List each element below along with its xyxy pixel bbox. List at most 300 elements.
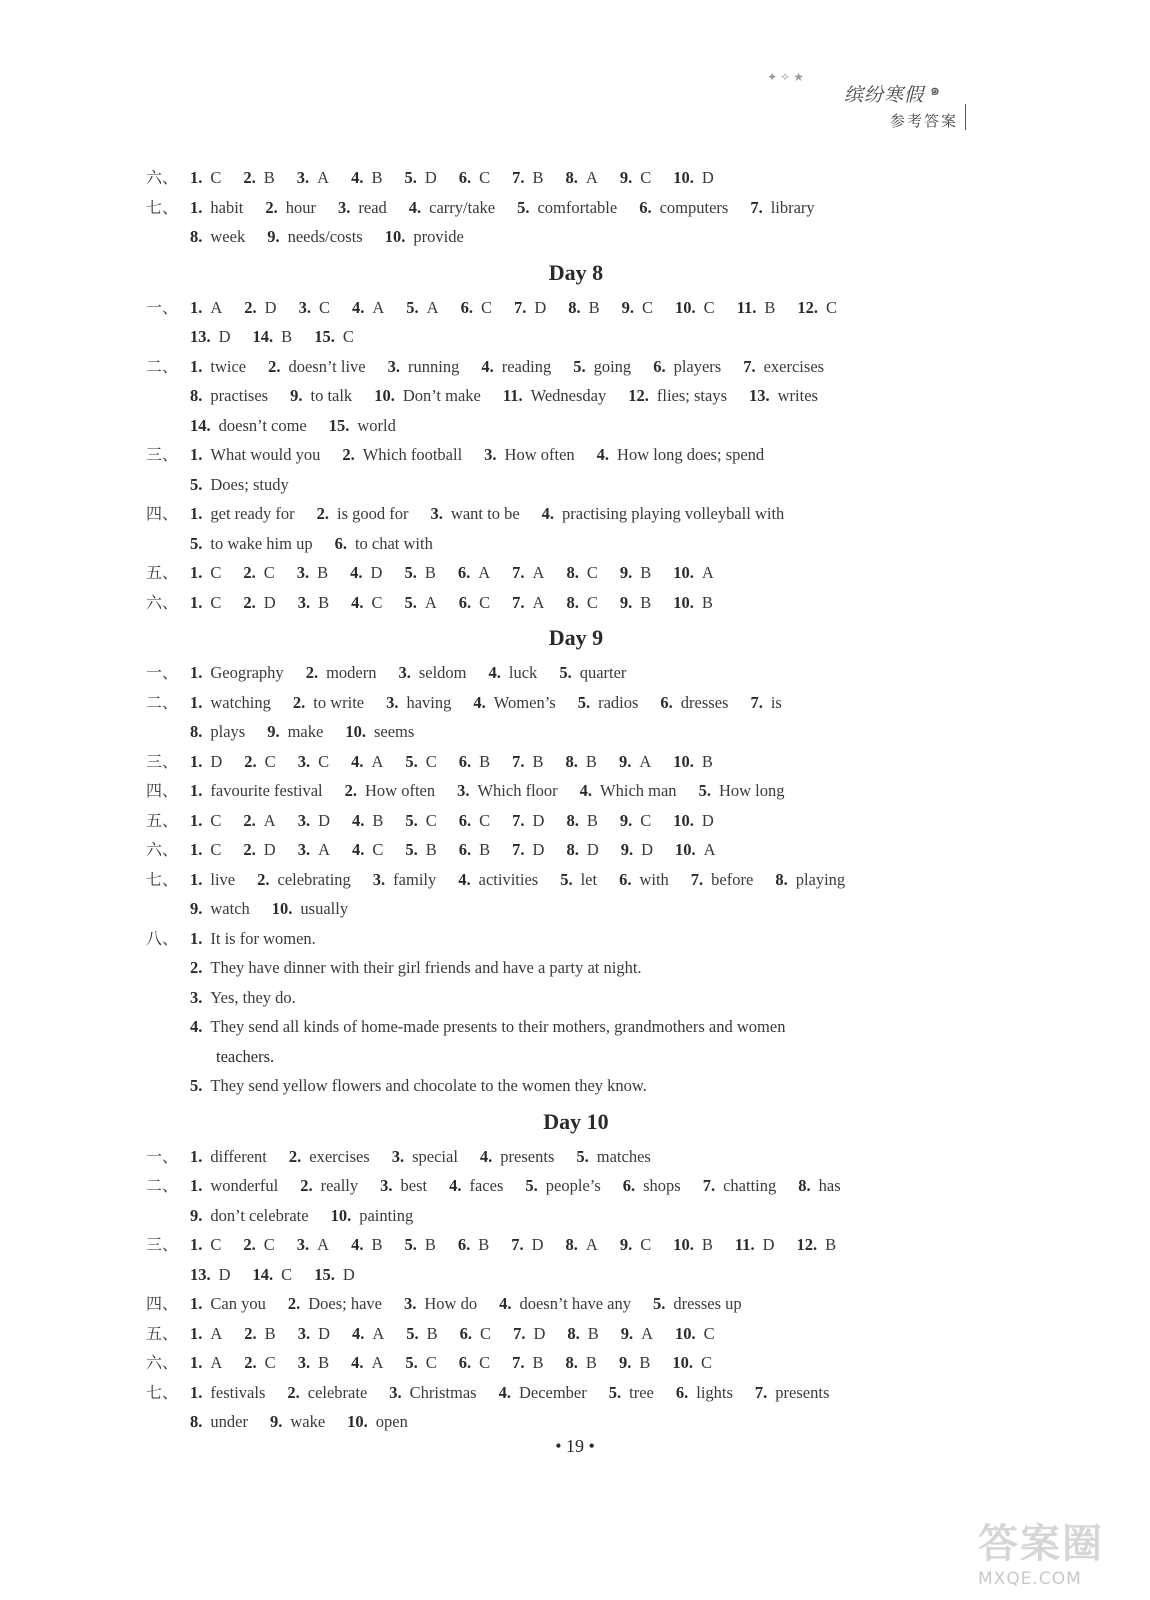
item-number: 5. [406, 1323, 419, 1343]
answer-item [306, 658, 377, 688]
item-answer: Women’s [493, 692, 556, 712]
item-answer: A [585, 1235, 598, 1254]
item-number: 7. [754, 1382, 768, 1402]
item-number: 7. [513, 1323, 526, 1343]
item-answer: C [479, 168, 491, 187]
item-number: 3. [297, 592, 311, 612]
section-label: 二、 [146, 692, 179, 712]
item-answer: C [479, 592, 491, 612]
item-answer: matches [596, 1146, 651, 1166]
item-number: 10. [673, 1235, 694, 1254]
answer-item [190, 806, 221, 836]
section-label: 五、 [146, 563, 179, 582]
item-number: 8. [775, 869, 788, 889]
item-answer: C [264, 1353, 276, 1372]
item-answer: faces [469, 1176, 504, 1195]
item-answer: What would you [210, 445, 321, 464]
item-number: 4. [408, 197, 422, 217]
answer-item [743, 352, 824, 382]
answer-item [352, 806, 383, 836]
item-number: 10. [673, 810, 694, 830]
item-answer: C [826, 297, 838, 317]
item-answer: D [534, 297, 547, 317]
answer-item [566, 558, 597, 588]
item-number: 2. [268, 356, 281, 376]
item-number: 5. [405, 810, 418, 830]
item-answer: A [371, 1353, 384, 1372]
item-answer: C [479, 1353, 491, 1372]
section-label: 七、 [146, 197, 179, 217]
item-number: 5. [190, 474, 203, 494]
answer-item [190, 865, 235, 895]
section-label: 一、 [146, 1146, 179, 1166]
answer-line [146, 1407, 1006, 1437]
answer-line [146, 499, 1006, 529]
item-number: 2. [243, 563, 256, 582]
item-number: 5. [405, 751, 418, 771]
item-answer: Christmas [409, 1382, 477, 1402]
item-number: 4. [579, 781, 593, 800]
item-number: 6. [458, 810, 472, 830]
item-number: 12. [797, 297, 819, 317]
item-number: 7. [513, 297, 527, 317]
item-number: 5. [608, 1382, 622, 1402]
answer-item [298, 835, 330, 865]
item-answer: C [642, 297, 654, 317]
answer-item [243, 1230, 274, 1260]
item-number: 3. [296, 1235, 310, 1254]
item-number: 13. [749, 386, 770, 405]
section-label: 六、 [146, 592, 179, 612]
answer-line [146, 558, 1006, 588]
answer-item [566, 806, 597, 836]
answer-item [331, 1201, 414, 1231]
item-answer: A [639, 751, 652, 771]
item-number: 9. [269, 1412, 283, 1431]
item-number: 8. [565, 168, 578, 187]
item-number: 7. [512, 1353, 525, 1372]
item-answer: Can you [210, 1294, 266, 1313]
answer-item [481, 352, 551, 382]
item-number: 7. [512, 168, 525, 187]
item-answer: world [357, 415, 396, 435]
item-number: 7. [750, 197, 763, 217]
answer-item [351, 588, 382, 618]
item-number: 5. [652, 1294, 666, 1313]
item-answer: quarter [579, 663, 627, 682]
item-answer: modern [326, 663, 377, 682]
item-answer: people’s [545, 1176, 601, 1195]
answer-item [190, 776, 323, 806]
item-number: 1. [190, 1176, 203, 1195]
item-answer: How do [424, 1294, 478, 1313]
item-number: 8. [566, 592, 579, 612]
section-label: 四、 [146, 1294, 179, 1313]
item-answer: activities [478, 869, 539, 889]
item-number: 8. [566, 563, 579, 582]
item-number: 7. [750, 692, 763, 712]
item-number: 4. [350, 563, 363, 582]
answer-item [620, 806, 651, 836]
answer-item [691, 865, 754, 895]
item-number: 3. [297, 1353, 311, 1372]
answer-line [146, 1071, 1006, 1101]
item-answer: Wednesday [530, 386, 607, 405]
item-number: 5. [517, 197, 530, 217]
item-answer: D [701, 168, 714, 187]
item-number: 13. [190, 327, 211, 346]
answer-line [146, 1289, 1006, 1319]
answer-item [512, 806, 544, 836]
item-number: 15. [314, 327, 335, 346]
item-number: 4. [190, 1017, 203, 1036]
item-number: 3. [387, 356, 401, 376]
answer-item [388, 352, 460, 382]
item-answer: practises [210, 386, 269, 405]
answer-item [703, 1171, 777, 1201]
item-number: 11. [502, 386, 523, 405]
item-answer: B [640, 592, 652, 612]
answer-item [653, 352, 721, 382]
answer-item [244, 747, 275, 777]
star-decoration-icon: ✦ ✧ ★ [767, 70, 804, 84]
item-answer: D [532, 840, 545, 859]
item-number: 1. [190, 1235, 203, 1254]
item-answer: presents [775, 1382, 830, 1402]
answer-item [243, 588, 275, 618]
answer-line [146, 717, 1006, 747]
item-answer: A [210, 1323, 223, 1343]
answer-item [653, 1289, 742, 1319]
item-answer: C [371, 592, 383, 612]
answer-item [459, 747, 490, 777]
item-number: 4. [541, 504, 555, 523]
item-answer: needs/costs [287, 227, 363, 246]
item-answer: dresses [680, 692, 729, 712]
answer-item [374, 381, 481, 411]
answer-item [190, 1407, 248, 1437]
item-number: 8. [565, 751, 578, 771]
item-answer: A [210, 1353, 223, 1372]
item-number: 4. [351, 1323, 365, 1343]
item-answer: A [263, 810, 276, 830]
answer-item [560, 865, 597, 895]
item-answer: provide [413, 227, 464, 246]
answer-item [597, 440, 765, 470]
item-number: 1. [190, 751, 203, 771]
answer-line [146, 411, 1006, 441]
header-divider [965, 104, 966, 130]
answer-item [190, 1260, 231, 1290]
section-label: 六、 [146, 168, 179, 187]
answer-line [146, 747, 1006, 777]
answer-item [459, 163, 490, 193]
answer-item [513, 1319, 545, 1349]
item-answer: C [372, 840, 384, 859]
answer-item [458, 865, 538, 895]
item-number: 5. [576, 1146, 589, 1166]
item-number: 14. [252, 1264, 274, 1284]
item-answer: C [342, 327, 354, 346]
item-answer: D [641, 840, 654, 859]
item-number: 7. [512, 563, 525, 582]
item-answer: is [770, 692, 782, 712]
item-number: 1. [190, 356, 203, 376]
item-answer: twice [210, 356, 247, 376]
answer-item [750, 193, 814, 223]
answer-item [675, 835, 716, 865]
answer-item [405, 1348, 436, 1378]
answer-item [190, 835, 221, 865]
item-number: 1. [190, 840, 203, 859]
item-answer: D [218, 1264, 231, 1284]
answer-item [404, 1289, 477, 1319]
item-number: 1. [190, 592, 203, 612]
sentence-answer: Yes, they do. [210, 987, 296, 1007]
item-number: 2. [342, 445, 355, 464]
item-number: 6. [458, 751, 472, 771]
item-number: 14. [190, 415, 211, 435]
answer-line [146, 776, 1006, 806]
item-answer: A [318, 840, 330, 859]
answer-item [190, 1171, 278, 1201]
item-number: 6. [457, 563, 471, 582]
item-answer: C [479, 810, 491, 830]
section-label: 六、 [146, 1353, 179, 1372]
item-answer: exercises [763, 356, 825, 376]
item-number: 2. [243, 840, 256, 859]
item-number: 2. [244, 1323, 257, 1343]
item-answer: C [480, 1323, 492, 1343]
section-label: 三、 [146, 1235, 179, 1254]
answer-item [673, 163, 714, 193]
answer-item [566, 747, 597, 777]
answer-item [352, 1319, 384, 1349]
book-logo: 缤纷寒假 [843, 85, 924, 106]
item-answer: B [371, 168, 383, 187]
item-answer: C [640, 810, 652, 830]
item-answer: hour [285, 197, 316, 217]
answer-item [257, 865, 351, 895]
item-answer: let [580, 869, 598, 889]
answer-line [146, 1171, 1006, 1201]
header-subtitle: 参考答案 [889, 114, 958, 130]
answer-line [146, 658, 1006, 688]
answer-item [406, 293, 438, 323]
item-answer: D [263, 840, 276, 859]
item-answer: writes [777, 386, 818, 405]
item-answer: D [370, 563, 383, 582]
answer-item [190, 1142, 267, 1172]
item-number: 1. [190, 810, 203, 830]
item-number: 6. [639, 197, 652, 217]
sentence-continuation: teachers. [216, 1046, 275, 1066]
item-answer: A [532, 592, 545, 612]
item-number: 8. [568, 297, 581, 317]
item-answer: open [375, 1412, 408, 1431]
answer-item [243, 163, 274, 193]
answer-item [458, 558, 490, 588]
answer-item [406, 1319, 437, 1349]
item-number: 7. [743, 356, 756, 376]
answer-item [190, 381, 268, 411]
answer-line [146, 1012, 1006, 1042]
answer-item [297, 1230, 329, 1260]
answer-line [146, 865, 1006, 895]
item-number: 5. [190, 533, 203, 553]
item-number: 4. [596, 445, 610, 464]
item-answer: family [393, 869, 437, 889]
answer-item [190, 293, 222, 323]
item-answer: wake [290, 1412, 326, 1431]
answer-item [345, 776, 435, 806]
item-number: 9. [619, 592, 633, 612]
item-number: 5. [404, 563, 417, 582]
item-answer: Which floor [477, 781, 558, 800]
item-number: 2. [244, 751, 257, 771]
item-number: 5. [404, 1235, 417, 1254]
item-number: 15. [328, 415, 350, 435]
answer-item [190, 717, 245, 747]
item-answer: C [210, 1235, 222, 1254]
item-answer: B [701, 1235, 713, 1254]
answer-item [576, 1142, 650, 1172]
day-heading: Day 9 [548, 625, 604, 650]
answer-item [542, 499, 785, 529]
answer-item [190, 588, 221, 618]
answer-line [146, 1142, 1006, 1172]
item-answer: B [318, 592, 330, 612]
answer-item [351, 163, 382, 193]
item-answer: B [532, 751, 544, 771]
answer-item [244, 1319, 275, 1349]
answer-item [297, 558, 328, 588]
item-answer: C [210, 592, 222, 612]
answer-item [380, 1171, 427, 1201]
item-answer: A [701, 563, 714, 582]
item-number: 2. [300, 1176, 313, 1195]
item-number: 9. [190, 1205, 203, 1225]
answer-item [622, 293, 653, 323]
item-answer: B [639, 1353, 651, 1372]
item-number: 10. [675, 840, 696, 859]
answer-item [512, 558, 544, 588]
item-answer: D [218, 327, 231, 346]
item-answer: Which football [362, 445, 463, 464]
answer-item [253, 322, 293, 352]
answer-item [673, 806, 714, 836]
item-answer: to write [313, 692, 365, 712]
answer-item [459, 806, 490, 836]
answer-item [298, 1348, 329, 1378]
answer-line [146, 293, 1006, 323]
item-answer: D [318, 810, 330, 830]
item-answer: B [424, 1235, 436, 1254]
answer-line [146, 381, 1006, 411]
answer-item [267, 222, 363, 252]
answer-item [345, 717, 414, 747]
sentence-answer: They send yellow flowers and chocolate to the women they know. [210, 1076, 647, 1095]
item-number: 8. [565, 1353, 578, 1372]
sentence-answer: It is for women. [210, 928, 316, 948]
item-answer: get ready for [210, 504, 295, 523]
item-number: 5. [190, 1076, 203, 1095]
item-number: 9. [619, 810, 633, 830]
item-answer: lights [696, 1382, 733, 1402]
section-label: 一、 [146, 297, 179, 317]
item-number: 5. [404, 168, 417, 187]
item-answer: doesn’t live [288, 356, 366, 376]
item-number: 15. [314, 1264, 335, 1284]
item-number: 1. [190, 781, 203, 800]
item-answer: dresses up [673, 1294, 742, 1313]
item-number: 10. [384, 227, 406, 246]
item-number: 5. [405, 840, 418, 859]
answer-item [190, 440, 320, 470]
answer-item [673, 1230, 713, 1260]
item-answer: B [585, 751, 597, 771]
item-answer: Does; study [210, 474, 289, 494]
item-answer: How long [718, 781, 785, 800]
item-number: 3. [297, 810, 311, 830]
item-number: 2. [287, 1294, 301, 1313]
item-answer: A [317, 168, 330, 187]
item-number: 3. [338, 197, 351, 217]
item-answer: favourite festival [210, 781, 323, 800]
answer-item [342, 440, 462, 470]
item-number: 6. [458, 840, 472, 859]
item-number: 2. [244, 1353, 257, 1372]
item-number: 5. [573, 356, 586, 376]
item-number: 2. [190, 958, 203, 977]
item-number: 1. [190, 663, 203, 682]
item-answer: D [264, 297, 277, 317]
answer-item [329, 411, 396, 441]
item-answer: library [770, 197, 815, 217]
answer-item [347, 1407, 408, 1437]
item-number: 6. [619, 869, 632, 889]
item-answer: going [593, 356, 632, 376]
item-number: 1. [190, 197, 203, 217]
answer-item [566, 163, 598, 193]
item-number: 3. [380, 1176, 393, 1195]
item-number: 10. [673, 563, 694, 582]
answer-item [190, 529, 313, 559]
item-number: 9. [290, 386, 303, 405]
answer-item [352, 293, 384, 323]
item-number: 8. [798, 1176, 811, 1195]
item-number: 9. [619, 168, 633, 187]
item-answer: D [424, 168, 437, 187]
answer-item [190, 1230, 221, 1260]
item-number: 10. [330, 1205, 352, 1225]
item-number: 7. [702, 1176, 716, 1195]
item-number: 3. [389, 1382, 402, 1402]
item-answer: C [640, 168, 652, 187]
item-number: 5. [560, 869, 573, 889]
answer-item [290, 381, 352, 411]
answer-item [568, 293, 599, 323]
answer-item [265, 193, 316, 223]
item-number: 10. [347, 1412, 368, 1431]
item-answer: D [318, 1323, 330, 1343]
item-answer: A [424, 592, 437, 612]
item-answer: celebrating [277, 869, 351, 889]
answer-item [289, 1142, 370, 1172]
answer-line [146, 1260, 1006, 1290]
item-answer: B [424, 563, 436, 582]
item-answer: C [700, 1353, 712, 1372]
